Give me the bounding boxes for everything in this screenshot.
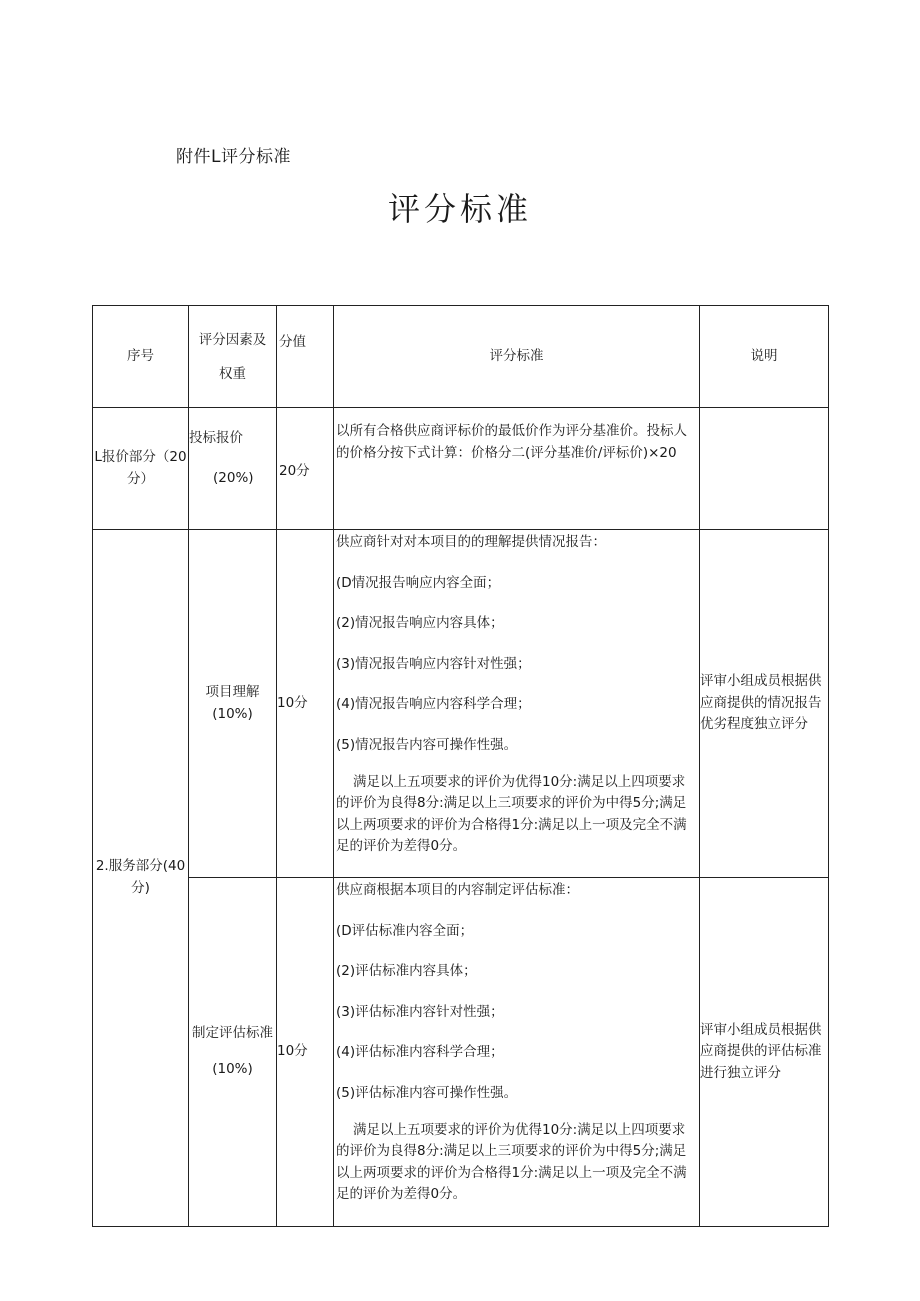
table-header-row <box>93 306 829 408</box>
factor-weight: (20%) <box>213 469 254 486</box>
factor-label: 制定评估标准 <box>192 1025 273 1042</box>
header-factor <box>189 306 277 408</box>
table-row <box>93 530 829 878</box>
header-seq: 序号 <box>93 306 189 408</box>
criteria-point: (2)评估标准内容具体； <box>336 963 477 980</box>
criteria-point: (4)情况报告响应内容科学合理； <box>336 696 531 713</box>
scoring-table <box>92 305 829 1227</box>
row-score: 20分 <box>277 408 334 530</box>
criteria-point: (4)评估标准内容科学合理； <box>336 1044 504 1061</box>
factor-label: 项目理解 <box>205 683 260 700</box>
header-factor-line1: 评分因素及 <box>198 331 267 348</box>
criteria-point: (3)评估标准内容针对性强； <box>336 1003 504 1020</box>
table-row <box>93 408 829 530</box>
header-score: 分值 <box>277 306 334 408</box>
page-title: 评分标准 <box>387 190 532 228</box>
criteria-scoring: 满足以上五项要求的评价为优得10分:满足以上四项要求的评价为良得8分:满足以上三项要求的评价为中得5分;满足以上两项要求的评价为合格得1分:满足以上一项及完全不满足的评价为差得0分。 <box>336 1121 687 1203</box>
criteria-point: (2)情况报告响应内容具体； <box>336 615 504 632</box>
criteria-point: (5)情况报告内容可操作性强。 <box>336 736 518 753</box>
header-criteria: 评分标准 <box>334 306 700 408</box>
row-factor <box>189 530 277 878</box>
row-score: 10分 <box>277 530 334 878</box>
header-factor-line2: 权重 <box>219 365 246 382</box>
row-factor <box>189 408 277 530</box>
criteria-intro: 供应商根据本项目的内容制定评估标准： <box>336 882 579 898</box>
row-criteria <box>334 878 700 1227</box>
criteria-point: (5)评估标准内容可操作性强。 <box>336 1084 518 1101</box>
header-note: 说明 <box>700 306 829 408</box>
attachment-label: 附件L评分标准 <box>176 147 291 167</box>
row-note: 评审小组成员根据供应商提供的评估标准进行独立评分 <box>700 878 829 1227</box>
row-factor <box>189 878 277 1227</box>
criteria-scoring: 满足以上五项要求的评价为优得10分:满足以上四项要求的评价为良得8分:满足以上三项要求的评价为中得5分;满足以上两项要求的评价为合格得1分:满足以上一项及完全不满足的评价为差得0分。 <box>336 773 687 855</box>
row-criteria: 以所有合格供应商评标价的最低价作为评分基准价。投标人的价格分按下式计算：价格分二(评分基准价/评标价)×20 <box>334 408 700 530</box>
row-note <box>700 408 829 530</box>
factor-weight: (10%) <box>212 705 253 722</box>
row-score: 10分 <box>277 878 334 1227</box>
criteria-point: (D情况报告响应内容全面； <box>336 574 501 591</box>
row-seq: L报价部分（20分） <box>93 408 189 530</box>
factor-weight: (10%) <box>212 1061 253 1077</box>
row-criteria <box>334 530 700 878</box>
criteria-point: (3)情况报告响应内容针对性强； <box>336 655 531 672</box>
factor-label: 投标报价 <box>189 430 243 446</box>
criteria-point: (D评估标准内容全面； <box>336 922 474 939</box>
service-seq-line1: 2.服务部分(40 <box>95 858 186 875</box>
table-row <box>93 878 829 1227</box>
service-seq-line2: 分) <box>131 880 150 896</box>
service-section-seq <box>93 530 189 1227</box>
criteria-intro: 供应商针对对本项目的的理解提供情况报告： <box>336 534 606 550</box>
row-note: 评审小组成员根据供应商提供的情况报告优劣程度独立评分 <box>700 530 829 878</box>
